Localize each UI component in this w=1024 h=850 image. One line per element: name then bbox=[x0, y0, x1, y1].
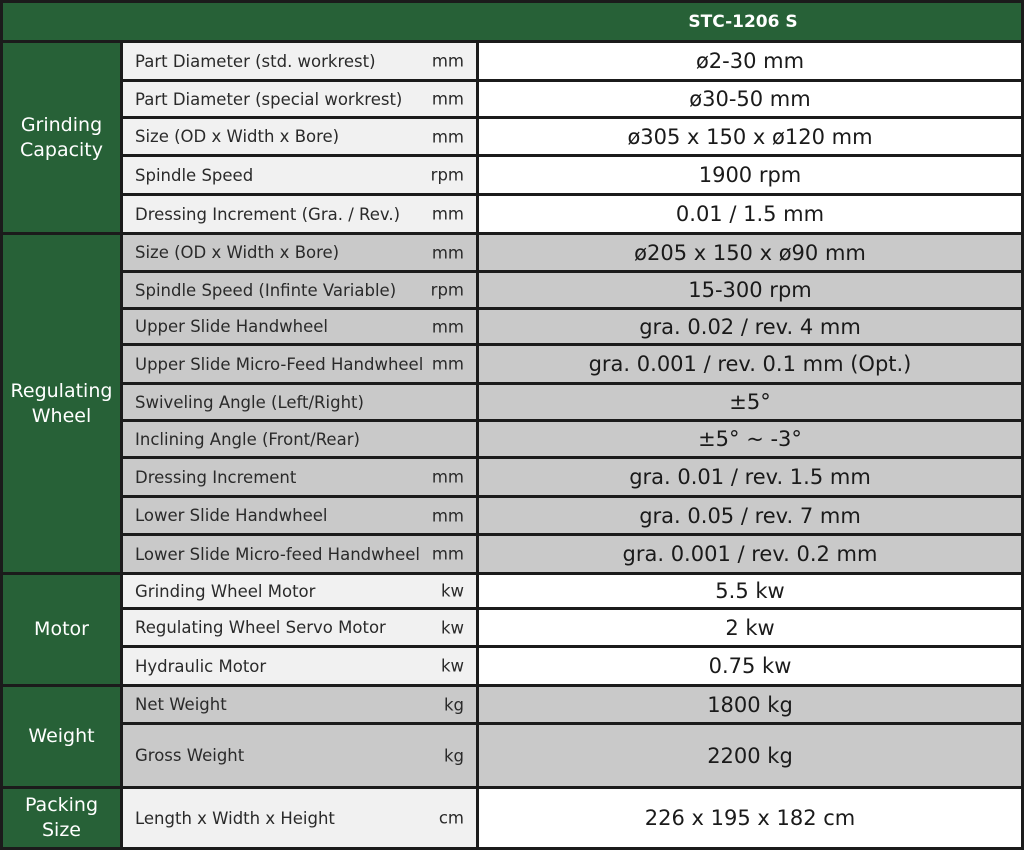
value-cell: gra. 0.001 / rev. 0.1 mm (Opt.) bbox=[479, 346, 1021, 382]
param-unit: mm bbox=[431, 544, 464, 564]
value-cell: ø30-50 mm bbox=[479, 82, 1021, 116]
value-cell: 226 x 195 x 182 cm bbox=[479, 789, 1021, 847]
param-unit: mm bbox=[431, 317, 464, 336]
param-unit: rpm bbox=[430, 280, 464, 300]
param-unit: mm bbox=[431, 243, 464, 262]
value-cell: gra. 0.05 / rev. 7 mm bbox=[479, 498, 1021, 533]
param-label: Lower Slide Micro-feed Handwheel bbox=[135, 544, 420, 564]
group-label: Packing Size bbox=[24, 794, 99, 841]
param-cell bbox=[123, 82, 476, 116]
param-label: Upper Slide Handwheel bbox=[135, 317, 329, 336]
model-name: STC-1206 S bbox=[688, 11, 798, 32]
param-cell bbox=[123, 310, 476, 343]
header-model bbox=[3, 3, 1021, 40]
param-label: Gross Weight bbox=[135, 746, 245, 765]
value-cell: gra. 0.01 / rev. 1.5 mm bbox=[479, 459, 1021, 495]
param-cell bbox=[123, 346, 476, 382]
param-cell bbox=[123, 235, 476, 270]
param-unit: mm bbox=[431, 127, 464, 146]
param-unit: rpm bbox=[430, 165, 464, 185]
group-label: Weight bbox=[28, 725, 95, 748]
value-cell: 1800 kg bbox=[479, 687, 1021, 722]
group-motor bbox=[3, 575, 120, 684]
value-cell: 0.75 kw bbox=[479, 648, 1021, 684]
param-label: Net Weight bbox=[135, 695, 227, 714]
value-cell: 15-300 rpm bbox=[479, 273, 1021, 307]
param-cell bbox=[123, 575, 476, 607]
param-label: Grinding Wheel Motor bbox=[135, 581, 316, 601]
param-cell bbox=[123, 157, 476, 193]
value-cell: ±5° ~ -3° bbox=[479, 422, 1021, 456]
value-cell: ø305 x 150 x ø120 mm bbox=[479, 119, 1021, 154]
param-label: Dressing Increment (Gra. / Rev.) bbox=[135, 204, 401, 224]
param-cell bbox=[123, 459, 476, 495]
param-label: Spindle Speed bbox=[135, 165, 254, 185]
param-label: Dressing Increment bbox=[135, 467, 297, 487]
param-cell bbox=[123, 687, 476, 722]
value-cell: 5.5 kw bbox=[479, 575, 1021, 607]
group-label: Grinding Capacity bbox=[19, 113, 104, 161]
param-cell bbox=[123, 789, 476, 847]
param-unit: mm bbox=[431, 354, 464, 374]
param-cell bbox=[123, 196, 476, 232]
value-cell: 1900 rpm bbox=[479, 157, 1021, 193]
param-label: Size (OD x Width x Bore) bbox=[135, 127, 340, 146]
param-label: Size (OD x Width x Bore) bbox=[135, 243, 340, 262]
param-unit: cm bbox=[438, 808, 464, 828]
param-unit: mm bbox=[431, 506, 464, 525]
param-cell bbox=[123, 610, 476, 645]
param-unit: mm bbox=[431, 89, 464, 109]
param-cell bbox=[123, 273, 476, 307]
param-cell bbox=[123, 536, 476, 572]
param-cell bbox=[123, 385, 476, 419]
param-label: Inclining Angle (Front/Rear) bbox=[135, 429, 360, 449]
value-cell: ø205 x 150 x ø90 mm bbox=[479, 235, 1021, 270]
param-unit: mm bbox=[431, 204, 464, 224]
param-cell bbox=[123, 119, 476, 154]
value-cell: 2 kw bbox=[479, 610, 1021, 645]
param-label: Regulating Wheel Servo Motor bbox=[135, 618, 386, 637]
group-label: Regulating Wheel bbox=[10, 379, 113, 427]
param-cell bbox=[123, 648, 476, 684]
param-unit: kg bbox=[443, 746, 464, 765]
param-unit: kg bbox=[443, 695, 464, 714]
group-weight bbox=[3, 687, 120, 786]
param-unit: mm bbox=[431, 467, 464, 487]
param-unit: mm bbox=[431, 51, 464, 71]
value-cell: gra. 0.02 / rev. 4 mm bbox=[479, 310, 1021, 343]
param-cell bbox=[123, 498, 476, 533]
param-unit: kw bbox=[440, 656, 464, 676]
param-cell bbox=[123, 43, 476, 79]
param-label: Hydraulic Motor bbox=[135, 656, 267, 676]
value-cell: 2200 kg bbox=[479, 725, 1021, 786]
group-packing-size bbox=[3, 789, 120, 847]
param-unit: kw bbox=[440, 618, 464, 637]
param-label: Lower Slide Handwheel bbox=[135, 506, 328, 525]
param-label: Spindle Speed (Infinte Variable) bbox=[135, 280, 397, 300]
value-cell: gra. 0.001 / rev. 0.2 mm bbox=[479, 536, 1021, 572]
group-label: Motor bbox=[34, 618, 89, 641]
group-grinding-capacity bbox=[3, 43, 120, 232]
param-unit: kw bbox=[440, 581, 464, 601]
param-cell bbox=[123, 725, 476, 786]
value-cell: ±5° bbox=[479, 385, 1021, 419]
param-label: Part Diameter (special workrest) bbox=[135, 89, 403, 109]
value-cell: ø2-30 mm bbox=[479, 43, 1021, 79]
param-label: Upper Slide Micro-Feed Handwheel bbox=[135, 354, 424, 374]
param-label: Part Diameter (std. workrest) bbox=[135, 51, 376, 71]
param-label: Length x Width x Height bbox=[135, 808, 335, 828]
group-regulating-wheel bbox=[3, 235, 120, 572]
param-cell bbox=[123, 422, 476, 456]
param-label: Swiveling Angle (Left/Right) bbox=[135, 392, 364, 412]
value-cell: 0.01 / 1.5 mm bbox=[479, 196, 1021, 232]
